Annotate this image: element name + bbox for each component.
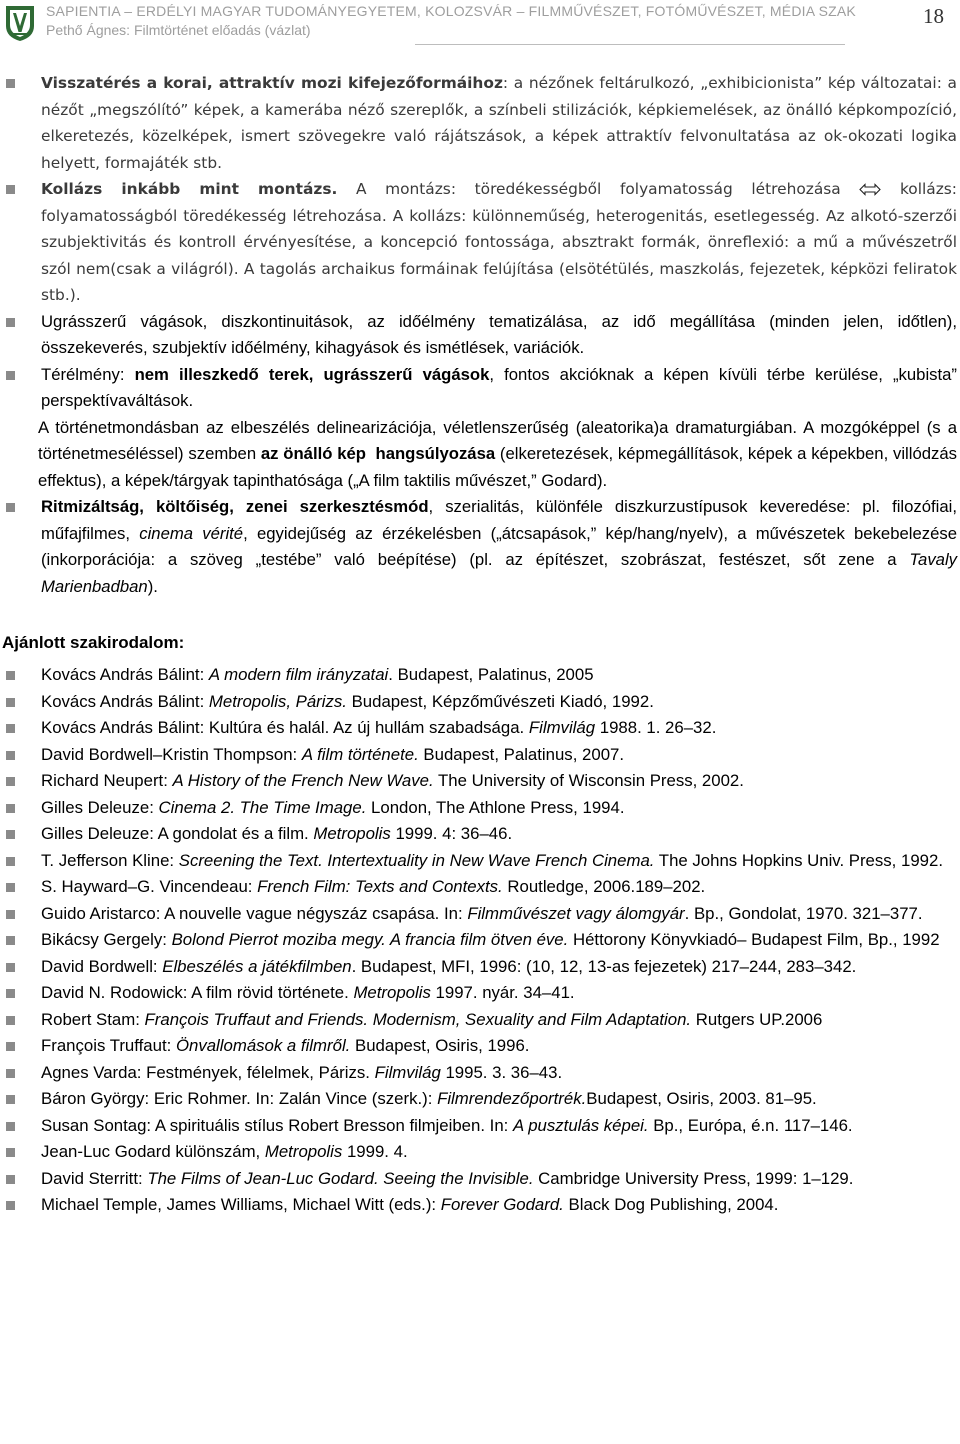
reference-text: Rutgers UP.2006 xyxy=(691,1009,823,1029)
list-item xyxy=(0,70,960,176)
reference-text: The Johns Hopkins Univ. Press, 1992. xyxy=(654,850,943,870)
reference-title: Elbeszélés a játékfilmben xyxy=(162,956,352,976)
reference-title: Filmrendezőportrék. xyxy=(437,1089,587,1108)
reference-title: Filmművészet vagy álomgyár xyxy=(467,903,685,923)
bullet-icon xyxy=(6,804,15,813)
reference-title: Cinema 2. The Time Image. xyxy=(158,797,367,817)
double-arrow-icon xyxy=(859,183,881,196)
reference-item xyxy=(0,848,960,875)
institution-name: SAPIENTIA – ERDÉLYI MAGYAR TUDOMÁNYEGYETEM, KOLOZSVÁR – FILMMŰVÉSZET, FOTÓMŰVÉSZET, MÉDIA SZAK xyxy=(46,3,856,19)
emphasis: hangsúlyozása xyxy=(375,444,496,463)
bullet-icon xyxy=(6,79,15,88)
reference-item xyxy=(0,715,960,742)
reference-text: Budapest, Osiris, 2003. 81–95. xyxy=(586,1089,817,1108)
item-heading: nem illeszkedő terek, ugrásszerű vágások xyxy=(134,364,490,384)
bullet-icon xyxy=(6,857,15,866)
reference-text: 1999. 4. xyxy=(342,1142,408,1161)
reference-text: David Bordwell–Kristin Thompson: xyxy=(41,744,302,764)
bullet-icon xyxy=(6,671,15,680)
reference-text: The University of Wisconsin Press, 2002. xyxy=(433,771,744,790)
reference-title: Forever Godard. xyxy=(440,1195,564,1214)
bullet-icon xyxy=(6,371,15,380)
reference-text: S. Hayward–G. Vincendeau: xyxy=(41,877,258,896)
reference-text: Guido Aristarco: A nouvelle vague négyszáz csapása. In: xyxy=(41,903,468,923)
reference-item xyxy=(0,821,960,848)
film-title: Tavaly Marienbadban xyxy=(41,550,957,596)
reference-text: Routledge, 2006.189–202. xyxy=(502,877,706,896)
page-number: 18 xyxy=(923,4,944,28)
bullet-icon xyxy=(6,830,15,839)
reference-title: Bolond Pierrot moziba megy. A francia film ötven éve. xyxy=(171,930,569,949)
reference-text: Héttorony Könyvkiadó– Budapest Film, Bp., 1992 xyxy=(568,930,940,949)
item-heading: Ritmizáltság, költőiség, zenei szerkesztésmód xyxy=(41,497,429,516)
reference-text: 1997. nyár. 34–41. xyxy=(430,983,575,1002)
reference-text: . Bp., Gondolat, 1970. 321–377. xyxy=(684,903,923,923)
reference-title: Screening the Text. Intertextuality in New Wave French Cinema. xyxy=(178,850,655,870)
paragraph-text: „A film taktilis művészet,” Godard). xyxy=(353,470,608,490)
reference-item xyxy=(0,1086,960,1113)
reference-title: Metropolis, Párizs. xyxy=(208,691,347,711)
bullet-icon xyxy=(6,1095,15,1104)
reference-title: Metropolis xyxy=(264,1142,343,1161)
reference-title: A modern film irányzatai xyxy=(208,665,389,684)
bullet-icon xyxy=(6,318,15,327)
reference-item xyxy=(0,1139,960,1166)
reference-item xyxy=(0,1166,960,1193)
reference-text: Kovács András Bálint: Kultúra és halál. Az új hullám szabadsága. xyxy=(41,718,529,737)
list-item xyxy=(0,494,960,600)
reference-text: François Truffaut: xyxy=(41,1036,176,1055)
item-text: , fontos akcióknak a képen kívüli térbe kerülése, „kubista” perspektívaváltások. xyxy=(41,364,957,410)
reference-item xyxy=(0,927,960,954)
reference-title: Metropolis xyxy=(353,983,431,1002)
reference-item xyxy=(0,689,960,716)
main-text xyxy=(0,70,960,1219)
reference-item xyxy=(0,874,960,901)
reference-text: 1999. 4: 36–46. xyxy=(390,824,513,843)
reference-text: Robert Stam: xyxy=(41,1009,145,1029)
bullet-icon xyxy=(6,503,15,512)
literature-heading: Ajánlott szakirodalom: xyxy=(2,633,185,652)
bullet-icon xyxy=(6,1069,15,1078)
bullet-icon xyxy=(6,963,15,972)
reference-text: Jean-Luc Godard különszám, xyxy=(41,1142,265,1161)
list-item xyxy=(0,309,960,362)
author-course: Pethő Ágnes: Filmtörténet előadás (vázlat) xyxy=(46,22,311,38)
paragraph-text: (elkeretezések, képmegállítások, képek a képekben, villódzás effektus), a képek/tárgyak tapinthatósága ( xyxy=(38,444,957,490)
item-heading: Kollázs inkább mint montázs. xyxy=(41,180,338,198)
university-logo-icon xyxy=(4,4,36,42)
reference-item xyxy=(0,1113,960,1140)
reference-text: Susan Sontag: A spirituális stílus Robert Bresson filmjeiben. In: xyxy=(41,1115,513,1135)
reference-text: David N. Rodowick: A film rövid története. xyxy=(41,983,354,1002)
reference-text: David Bordwell: xyxy=(41,956,163,976)
reference-item xyxy=(0,1007,960,1034)
bullet-icon xyxy=(6,777,15,786)
reference-text: . Budapest, MFI, 1996: (10, 12, 13-as fejezetek) 217–244, 283–342. xyxy=(351,956,857,976)
reference-text: Gilles Deleuze: A gondolat és a film. xyxy=(41,824,314,843)
reference-title: Filmvilág xyxy=(374,1062,441,1082)
emphasis: az önálló kép xyxy=(260,444,366,463)
reference-text: 1995. 3. 36–43. xyxy=(440,1062,563,1082)
reference-text: Kovács András Bálint: xyxy=(41,665,209,684)
reference-text: . Budapest, Palatinus, 2005 xyxy=(388,665,594,684)
reference-text: Budapest, Palatinus, 2007. xyxy=(418,744,625,764)
spacer xyxy=(366,444,376,463)
reference-item xyxy=(0,954,960,981)
reference-text: Bp., Európa, é.n. 117–146. xyxy=(648,1115,853,1135)
reference-item xyxy=(0,742,960,769)
reference-text: Michael Temple, James Williams, Michael Witt (eds.): xyxy=(41,1195,441,1214)
item-text: Térélmény: xyxy=(41,364,135,384)
header-divider xyxy=(415,44,845,45)
bullet-icon xyxy=(6,989,15,998)
item-text: : a nézőnek feltárulkozó, „exhibicionista” kép változatai: a nézőt „megszólító” képek, a kamerába néző szereplők, a színbeli stilizációk, képkiemelések, az önálló képkompozíció, elkeretezés, közelképek, ismert szövegekre való rájátszások, a képek attraktív felvonultatása az ok-okozati logika helyett, formajáték stb. xyxy=(41,74,957,172)
list-item xyxy=(0,362,960,415)
bullet-icon xyxy=(6,1175,15,1184)
reference-text: Bikácsy Gergely: xyxy=(41,930,172,949)
reference-title: Metropolis xyxy=(313,824,391,843)
reference-title: The Films of Jean-Luc Godard. Seeing the Invisible. xyxy=(147,1168,534,1188)
item-text: ). xyxy=(147,576,158,596)
reference-text: Black Dog Publishing, 2004. xyxy=(563,1195,779,1214)
reference-text: Agnes Varda: Festmények, félelmek, Párizs. xyxy=(41,1062,375,1082)
reference-text: David Sterritt: xyxy=(41,1168,148,1188)
reference-text: Budapest, Osiris, 1996. xyxy=(350,1036,530,1055)
item-text: , szerialitás, különféle diszkurzustípusok keveredése: pl. filozófiai, műfajfilmes, xyxy=(41,497,958,543)
item-text: A montázs: töredékességből folyamatosság létrehozása xyxy=(337,180,860,198)
reference-title: A pusztulás képei. xyxy=(512,1115,649,1135)
item-text: kollázs: folyamatosságból töredékesség létrehozása. A kollázs: különneműség, heterogenitás, esetlegesség. Az alkotó-szerzői szubjektivitás és kontroll érvényesítése, a koncepció fontossága, absztrakt formák, önreflexió: a mű a művészetről szól nem(csak a világról). A tagolás archaikus formáinak felújítása (elsötétülés, maszkolás, fejezetek, képközi feliratok stb.). xyxy=(41,180,957,304)
reference-title: Önvallomások a filmről. xyxy=(175,1036,351,1055)
bullet-icon xyxy=(6,1016,15,1025)
bullet-icon xyxy=(6,185,15,194)
reference-item xyxy=(0,1033,960,1060)
list-item xyxy=(0,176,960,309)
bullet-icon xyxy=(6,910,15,919)
reference-text: Kovács András Bálint: xyxy=(41,691,209,711)
reference-item xyxy=(0,662,960,689)
reference-text: Budapest, Képzőművészeti Kiadó, 1992. xyxy=(346,691,654,711)
item-text: , egyidejűség az érzékelésben („átcsapások,” kép/hang/nyelv), a művészetek bekebelezése (inkorporációja: a szöveg „testébe” való beépítése) (pl. az építészet, szobrászat, festészet, sőt zene a xyxy=(41,523,957,569)
reference-item xyxy=(0,768,960,795)
reference-text: T. Jefferson Kline: xyxy=(41,850,179,870)
reference-title: Filmvilág xyxy=(528,718,596,737)
reference-title: A film története. xyxy=(301,744,419,764)
reference-title: François Truffaut and Friends. Modernism, Sexuality and Film Adaptation. xyxy=(144,1009,692,1029)
reference-text: Gilles Deleuze: xyxy=(41,797,159,817)
reference-item xyxy=(0,795,960,822)
reference-item xyxy=(0,1192,960,1219)
bullet-icon xyxy=(6,936,15,945)
paragraph xyxy=(0,415,960,495)
bullet-icon xyxy=(6,751,15,760)
reference-list xyxy=(0,662,960,1219)
reference-item xyxy=(0,901,960,928)
reference-item xyxy=(0,980,960,1007)
item-text: Ugrásszerű vágások, diszkontinuitások, az időélmény tematizálása, az idő megállítása (minden jelen, időtlen), összekeverés, szubjektív időélmény, kihagyások és ismétlések, variációk. xyxy=(41,311,957,357)
bullet-icon xyxy=(6,1201,15,1210)
item-heading: Visszatérés a korai, attraktív mozi kifejezőformáihoz xyxy=(41,74,503,92)
bullet-icon xyxy=(6,1122,15,1131)
reference-text: Cambridge University Press, 1999: 1–129. xyxy=(533,1168,854,1188)
bullet-icon xyxy=(6,883,15,892)
reference-text: Báron György: Eric Rohmer. In: Zalán Vince (szerk.): xyxy=(41,1089,438,1108)
reference-text: Richard Neupert: xyxy=(41,771,173,790)
bullet-icon xyxy=(6,1148,15,1157)
reference-title: French Film: Texts and Contexts. xyxy=(257,877,503,896)
page-header xyxy=(0,0,960,48)
reference-title: A History of the French New Wave. xyxy=(172,771,434,790)
bullet-icon xyxy=(6,1042,15,1051)
film-title: cinema vérité xyxy=(139,523,244,543)
reference-text: London, The Athlone Press, 1994. xyxy=(366,797,625,817)
bullet-icon xyxy=(6,698,15,707)
bullet-icon xyxy=(6,724,15,733)
reference-text: 1988. 1. 26–32. xyxy=(595,718,717,737)
paragraph-text: A történetmondásban az elbeszélés delinearizációja, véletlenszerűség (aleatorika)a dramaturgiában. A mozgóképpel (s a történetmeséléssel) szemben xyxy=(38,417,957,463)
reference-item xyxy=(0,1060,960,1087)
